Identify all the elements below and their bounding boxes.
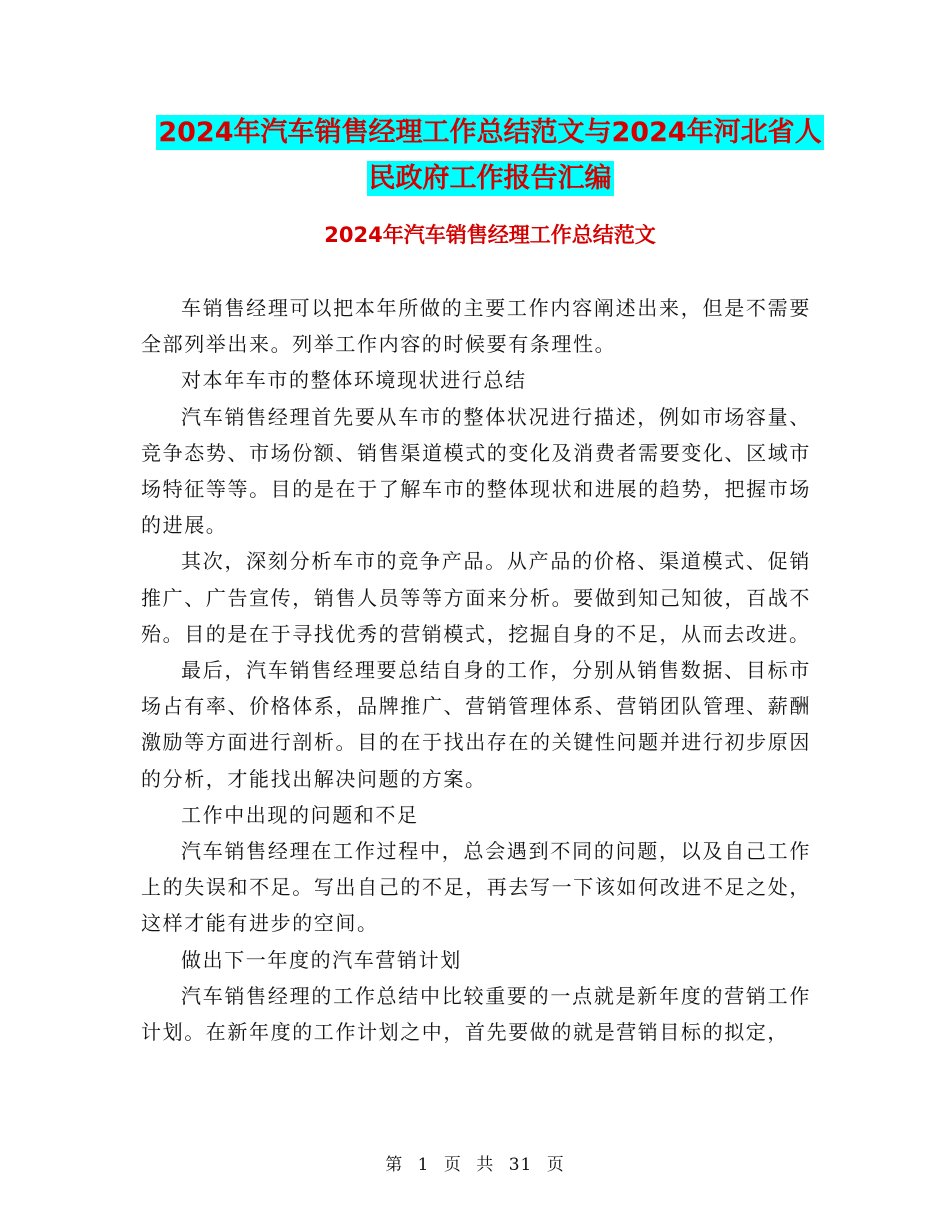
page-prefix: 第 (385, 1155, 404, 1175)
total-unit: 页 (546, 1155, 565, 1175)
paragraph-heading: 工作中出现的问题和不足 (181, 802, 419, 827)
document-title-line-1: 2024年汽车销售经理工作总结范文与2024年河北省人 (158, 117, 822, 148)
page-unit: 页 (443, 1155, 462, 1175)
page-number: 1 (417, 1155, 430, 1175)
paragraph: 车销售经理可以把本年所做的主要工作内容阐述出来，但是不需要全部列举出来。列举工作内容的时候要有条理性。 (141, 296, 811, 357)
paragraph-heading: 对本年车市的整体环境现状进行总结 (181, 368, 527, 393)
paragraph: 汽车销售经理在工作过程中，总会遇到不同的问题，以及自己工作上的失误和不足。写出自己的不足，再去写一下该如何改进不足之处，这样才能有进步的空间。 (141, 839, 811, 936)
paragraph: 最后，汽车销售经理要总结自身的工作，分别从销售数据、目标市场占有率、价格体系，品牌推广、营销管理体系、营销团队管理、薪酬激励等方面进行剖析。目的在于找出存在的关键性问题并进行初步原因的分析，才能找出解决问题的方案。 (141, 658, 811, 791)
paragraph: 汽车销售经理首先要从车市的整体状况进行描述，例如市场容量、竞争态势、市场份额、销售渠道模式的变化及消费者需要变化、区域市场特征等等。目的是在于了解车市的整体现状和进展的趋势，把握市场的进展。 (141, 404, 811, 538)
page-footer (0, 1153, 950, 1177)
document-body (141, 290, 811, 1050)
document-title (140, 110, 840, 202)
paragraph-heading: 做出下一年度的汽车营销计划 (181, 947, 462, 972)
section-title: 2024年汽车销售经理工作总结范文 (324, 223, 656, 247)
total-prefix: 共 (476, 1155, 495, 1175)
total-pages: 31 (508, 1155, 533, 1175)
document-title-line-2: 民政府工作报告汇编 (368, 163, 612, 194)
paragraph: 汽车销售经理的工作总结中比较重要的一点就是新年度的营销工作计划。在新年度的工作计划之中，首先要做的就是营销目标的拟定， (141, 983, 811, 1045)
paragraph: 其次，深刻分析车市的竞争产品。从产品的价格、渠道模式、促销推广、广告宣传，销售人员等等方面来分析。要做到知己知彼，百战不殆。目的是在于寻找优秀的营销模式，挖掘自身的不足，从而去改进。 (141, 549, 811, 646)
